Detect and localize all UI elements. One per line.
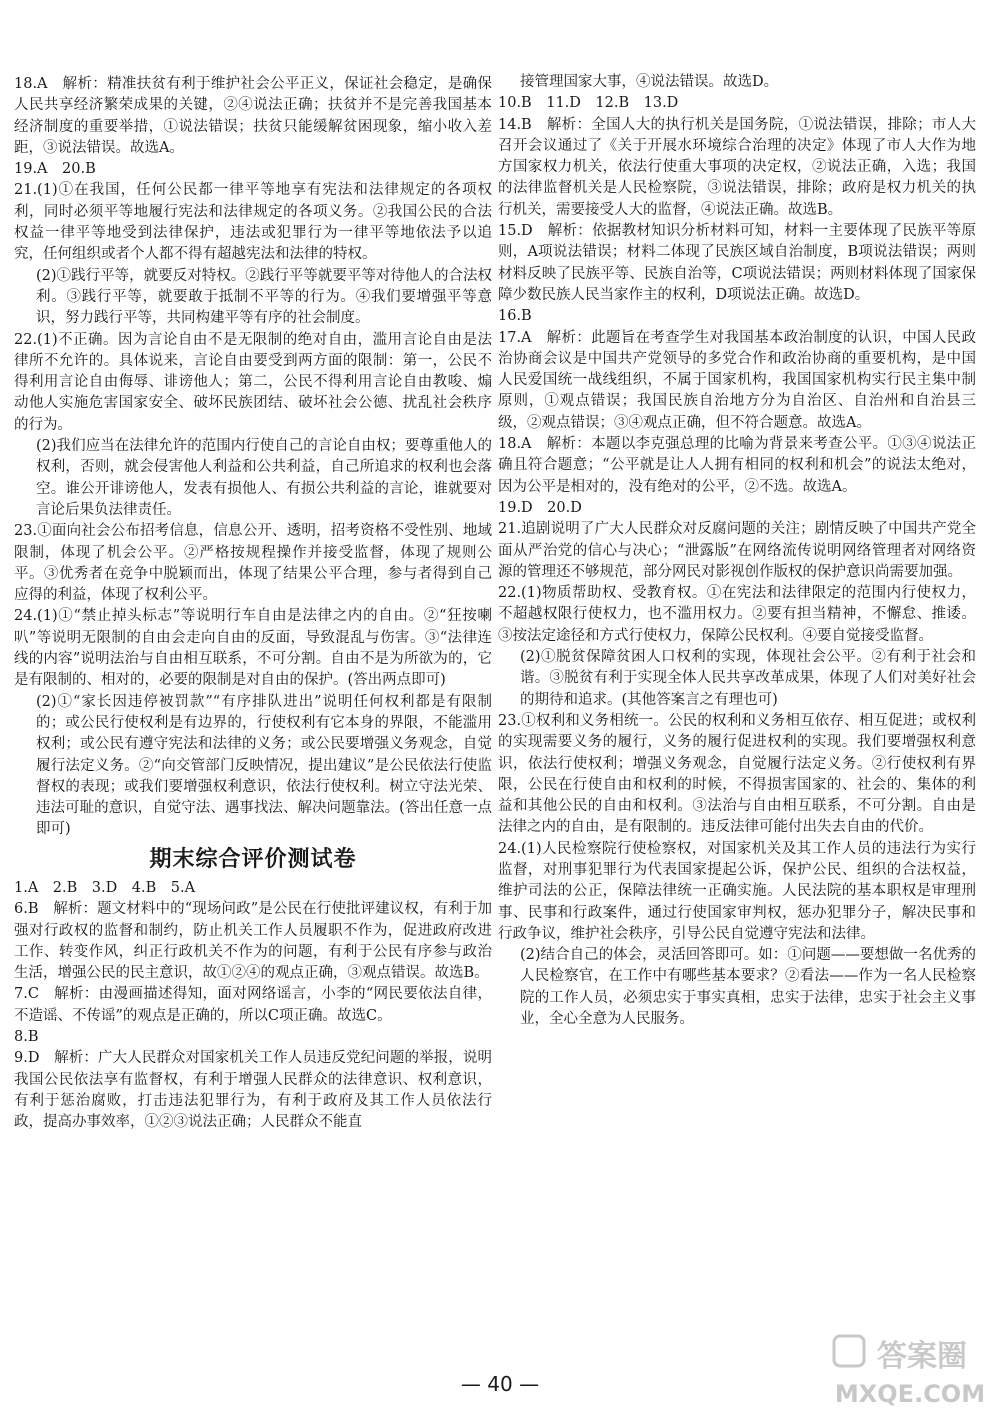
- section-title: 期末综合评价测试卷: [149, 846, 357, 872]
- final-answers-10-13: 10.B 11.D 12.B 13.D: [498, 95, 679, 112]
- answer-24-part1: 24.(1)①“禁止掉头标志”等说明行车自由是法律之内的自由。②“狂按喇叭”等说明无限制的自由会走向自由的反面，导致混乱与伤害。③“法律连线的内容”说明法治与自由相互联系，不可分割。自由不是为所欲为的，它是有限制的、相对的，必要的限制是对自由的保护。(答出两点即可): [14, 608, 492, 689]
- answer-24-part2: (2)①“家长因违停被罚款”“有序排队进出”说明任何权利都是有限制的；或公民行使权利是有边界的，行使权利有它本身的界限，不能滥用权利；或公民有遵守宪法和法律的义务；或公民要增强义务观念，自觉履行法定义务。②“向交管部门反映情况，提出建议”是公民依法行使监督权的表现；或我们要增强权利意识，依法行使权利。树立守法光荣、违法可耻的意识，自觉守法、遇事找法、解决问题靠法。(答出任意一点即可): [36, 693, 492, 838]
- final-answer-15: 15.D 解析：依据教材知识分析材料可知，材料一主要体现了民族平等原则，A项说法错误；材料二体现了民族区域自治制度，B项说法错误；两则材料反映了民族平等、民族自治等，C项说法错误；两则材料体现了国家保障少数民族人民当家作主的权利，D项说法正确。故选D。: [498, 223, 976, 303]
- answer-22-part2: (2)我们应当在法律允许的范围内行使自己的言论自由权；要尊重他人的权利，否则，就会侵害他人利益和公共利益，自己所追求的权利也会落空。谁公开诽谤他人，发表有损他人、有损公共利益的言论，谁就要对言论后果负法律责任。: [36, 438, 492, 518]
- final-answer-24-part1: 24.(1)人民检察院行使检察权，对国家机关及其工作人员的违法行为实行监督，对刑事犯罪行为代表国家提起公诉，保护公民、组织的合法权益，维护司法的公正，保障法律统一正确实施。人民法院的基本职权是审理刑事、民事和行政案件，通过行使国家审判权，惩办犯罪分子，解决民事和行政争议，维护社会秩序，引导公民自觉遵守宪法和法律。: [498, 840, 976, 942]
- answer-19-20: 19.A 20.B: [14, 161, 96, 178]
- right-column: [498, 72, 976, 1030]
- final-answer-9: 9.D 解析：广大人民群众对国家机关工作人员违反党纪问题的举报，说明我国公民依法享有监督权，有利于增强人民群众的法律意识、权利意识，有利于惩治腐败，打击违法犯罪行为，有利于政府及其工作人员依法行政，提高办事效率，①②③说法正确；人民群众不能直: [14, 1050, 492, 1131]
- watermark-logo: [830, 1330, 990, 1410]
- watermark-frame-icon: [834, 1336, 864, 1366]
- final-answer-23: 23.①权利和义务相统一。公民的权利和义务相互依存、相互促进；或权利的实现需要义务的履行，义务的履行促进权利的实现。我们要增强权利意识，依法行使权利；增强义务观念，自觉履行法定义务。②行使权利有界限，公民在行使自由和权利的时候，不得损害国家的、社会的、集体的利益和其他公民的自由和权利。③法治与自由相互联系，不可分割。自由是法律之内的自由，是有限制的。违反法律可能付出失去自由的代价。: [498, 712, 976, 836]
- page-number: — 40 —: [460, 1372, 540, 1396]
- final-answer-16: 16.B: [498, 308, 532, 325]
- final-answer-24-part2: (2)结合自己的体会，灵活回答即可。如：①问题——要想做一名优秀的人民检察官，在工作中有哪些基本要求？②看法——作为一名人民检察院的工作人员，必须忠实于事实真相，忠实于法律，忠实于社会主义事业，全心全意为人民服务。: [520, 947, 976, 1028]
- final-answers-19-20: 19.D 20.D: [498, 499, 582, 516]
- left-column: [14, 74, 492, 1134]
- final-answer-22-part1: 22.(1)物质帮助权、受教育权。①在宪法和法律限定的范围内行使权力，不超越权限行使权力，也不滥用权力。②要有担当精神，不懈怠、推诿。③按法定途径和方式行使权力，保障公民权利。④要自觉接受监督。: [498, 585, 976, 644]
- answer-18: 18.A 解析：精准扶贫有利于维护社会公平正义，保证社会稳定，是确保人民共享经济繁荣成果的关键，②④说法正确；扶贫并不是完善我国基本经济制度的重要举措，①说法错误；扶贫只能缓解贫困现象，缩小收入差距，③说法错误。故选A。: [14, 76, 492, 156]
- final-answer-17: 17.A 解析：此题旨在考查学生对我国基本政治制度的认识，中国人民政治协商会议是中国共产党领导的多党合作和政治协商的重要机构，是中国人民爱国统一战线组织，不属于国家机构，我国国家机构实行民主集中制原则，①观点错误；我国民族自治地方分为自治区、自治州和自治县三级，②观点错误；③④观点正确，但不符合题意。故选A。: [498, 329, 976, 431]
- final-answer-9-cont: 接管理国家大事，④说法错误。故选D。: [520, 74, 779, 90]
- final-answer-21: 21.追剧说明了广大人民群众对反腐问题的关注；剧情反映了中国共产党全面从严治党的信心与决心；“泄露版”在网络流传说明网络管理者对网络资源的管理还不够规范，部分网民对影视创作版权的保护意识尚需要加强。: [498, 521, 976, 580]
- final-answers-1-5: 1.A 2.B 3.D 4.B 5.A: [14, 879, 196, 896]
- final-answer-8: 8.B: [14, 1029, 39, 1046]
- answer-23: 23.①面向社会公布招考信息，信息公开、透明，招考资格不受性别、地域限制，体现了机会公平。②严格按规程操作并接受监督，体现了规则公平。③优秀者在竞争中脱颖而出，体现了结果公平合理，参与者得到自己应得的利益，体现了权利公平。: [14, 523, 492, 604]
- watermark-text-bottom: MXQE.COM: [834, 1380, 986, 1408]
- final-answer-14: 14.B 解析：全国人大的执行机关是国务院，①说法错误，排除；市人大召开会议通过了《关于开展水环境综合治理的决定》体现了市人大作为地方国家权力机关，依法行使重大事项的决定权，②说法正确，入选；我国的法律监督机关是人民检察院，③说法错误，排除；政府是权力机关的执行机关，需要接受人大的监督，④说法正确。故选B。: [498, 116, 976, 218]
- final-answer-7: 7.C 解析：由漫画描述得知，面对网络谣言，小李的“网民要依法自律，不造谣、不传谣”的观点是正确的，所以C项正确。故选C。: [14, 986, 492, 1024]
- answer-21-part1: 21.(1)①在我国，任何公民都一律平等地享有宪法和法律规定的各项权利，同时必须平等地履行宪法和法律规定的各项义务。②我国公民的合法权益一律平等地受到法律保护，违法或犯罪行为一律平等地依法予以追究，任何组织或者个人都不得有超越宪法和法律的特权。: [14, 182, 492, 263]
- answer-21-part2: (2)①践行平等，就要反对特权。②践行平等就要平等对待他人的合法权利。③践行平等，就要敢于抵制不平等的行为。④我们要增强平等意识，努力践行平等，共同构建平等有序的社会制度。: [36, 267, 492, 327]
- final-answer-6: 6.B 解析：题文材料中的“现场问政”是公民在行使批评建议权，有利于加强对行政权的监督和制约，防止机关工作人员履职不作为，促进政府改进工作、转变作风，纠正行政机关不作为的问题，有利于公民有序参与政治生活，增强公民的民主意识，故①②④的观点正确，③观点错误。故选B。: [14, 901, 492, 982]
- watermark-text-top: 答案圈: [877, 1339, 967, 1374]
- final-answer-18: 18.A 解析：本题以李克强总理的比喻为背景来考查公平。①③④说法正确且符合题意；“公平就是让人人拥有相同的权利和机会”的说法太绝对，因为公平是相对的，没有绝对的公平，②不选。故选A。: [498, 436, 976, 495]
- final-answer-22-part2: (2)①脱贫保障贫困人口权利的实现，体现社会公平。②有利于社会和谐。③脱贫有利于实现全体人民共享改革成果，体现了人们对美好社会的期待和追求。(其他答案言之有理也可): [520, 649, 976, 708]
- answer-22-part1: 22.(1)不正确。因为言论自由不是无限制的绝对自由，滥用言论自由是法律所不允许的。具体说来，言论自由要受到两方面的限制：第一，公民不得利用言论自由侮辱、诽谤他人；第二，公民不得利用言论自由教唆、煽动他人实施危害国家安全、破坏民族团结、破坏社会公德、扰乱社会秩序的行为。: [14, 331, 492, 433]
